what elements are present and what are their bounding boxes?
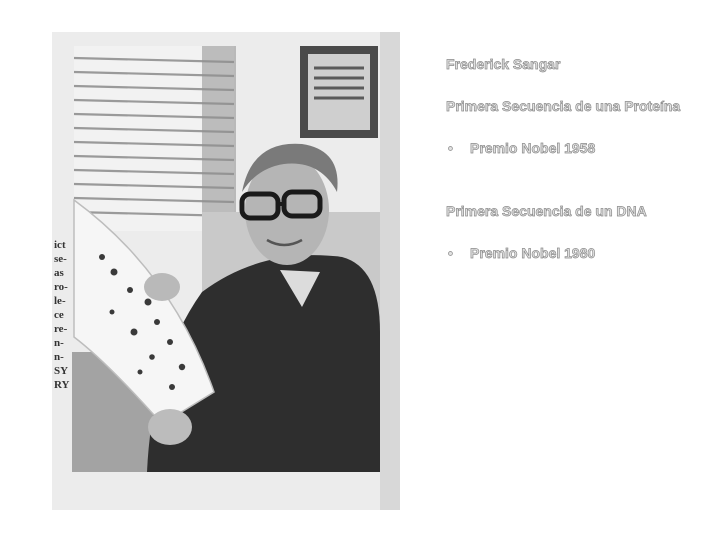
bullet-text: Premio Nobel 1958 [470,140,596,156]
margin-line: n- [54,337,64,349]
bullet-dot: • [448,245,453,261]
window-blinds [74,46,236,231]
slide-text [446,54,706,264]
section-title-dna: Primera Secuencia de un DNA [446,203,647,219]
margin-line: ce [54,309,64,321]
margin-line: RY [54,379,70,391]
person-name: Frederick Sangar [446,56,561,72]
wall-frame [300,46,378,138]
bullet-dot: • [448,140,453,156]
margin-line: re- [54,323,68,335]
section-title-protein: Primera Secuencia de una Proteína [446,98,681,114]
bullet-text: Premio Nobel 1980 [470,245,596,261]
margin-line: ro- [54,281,68,293]
margin-line: le- [54,295,66,307]
portrait-illustration [52,32,400,510]
portrait-photo [52,32,400,510]
margin-line: SY [54,365,69,377]
margin-line: ict [54,239,66,251]
bullet-item-1980 [446,243,706,264]
margin-line: n- [54,351,64,363]
margin-line: as [54,267,64,279]
margin-line: se- [54,253,67,265]
bullet-item-1958 [446,138,706,159]
